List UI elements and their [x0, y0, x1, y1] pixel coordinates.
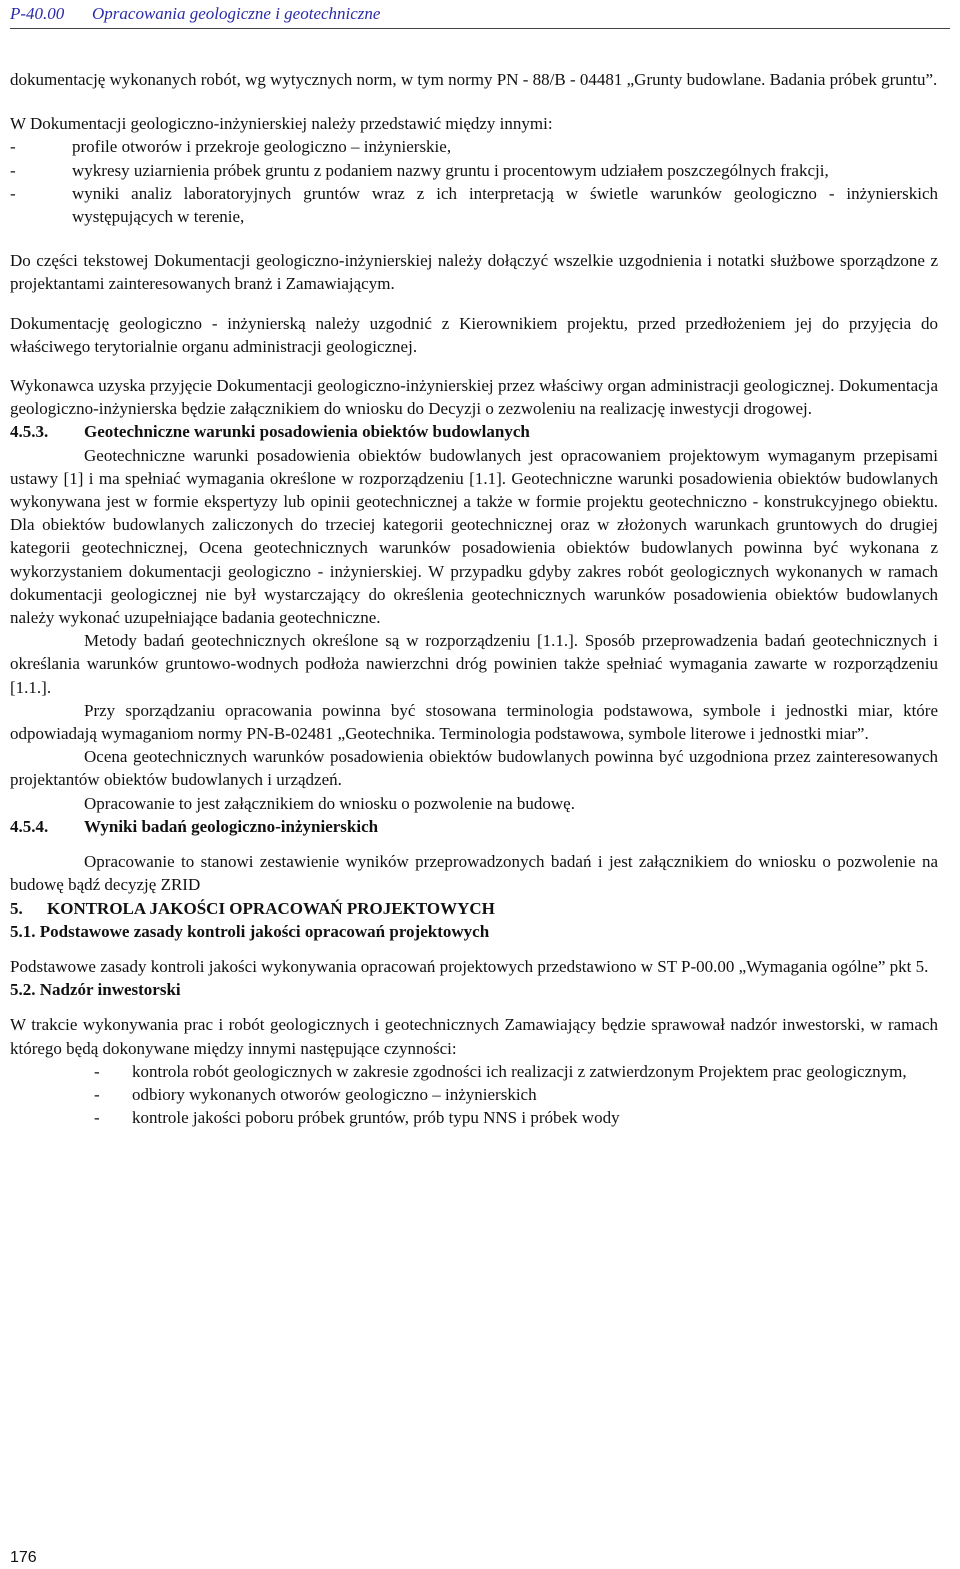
list-item: - odbiory wykonanych otworów geologiczno – inżynierskich — [94, 1084, 537, 1104]
paragraph: Opracowanie to stanowi zestawienie wyników przeprowadzonych badań i jest załącznikiem do wniosku o pozwolenie na budowę bądź decyzję ZRID — [10, 852, 938, 895]
paragraph: W trakcie wykonywania prac i robót geologicznych i geotechnicznych Zamawiający będzie sprawował nadzór inwestorski, w ramach którego będą dokonywane między innymi następujące czynności: — [10, 1015, 938, 1058]
paragraph: Wykonawca uzyska przyjęcie Dokumentacji geologiczno-inżynierskiej przez właściwy organ administracji geologicznej. Dokumentacja geologiczno-inżynierska będzie załącznikiem do wniosku do Decyzji o zezwoleniu na realizację inwestycji drogowej. — [10, 376, 938, 419]
bullet-list — [10, 1060, 938, 1130]
section-heading: 5. KONTROLA JAKOŚCI OPRACOWAŃ PROJEKTOWYCH — [10, 898, 495, 918]
page-header — [10, 0, 950, 29]
paragraph: Dokumentację geologiczno - inżynierską należy uzgodnić z Kierownikiem projektu, przed przedłożeniem jej do przyjęcia do właściwego terytorialnie organu administracji geologicznej. — [10, 313, 938, 356]
paragraph: Ocena geotechnicznych warunków posadowienia obiektów budowlanych powinna być uzgodniona przez zainteresowanych projektantów obiektów budowlanych i urządzeń. — [10, 747, 938, 790]
list-item: - kontrola robót geologicznych w zakresie zgodności ich realizacji z zatwierdzonym Projektem prac geologicznym, — [94, 1061, 907, 1081]
section-heading: 5.2. Nadzór inwestorski — [10, 980, 181, 1000]
page-number: 176 — [10, 1549, 37, 1566]
section-heading: 5.1. Podstawowe zasady kontroli jakości opracowań projektowych — [10, 921, 490, 941]
spec-code: P-40.00 — [10, 4, 65, 23]
list-item: - wykresy uziarnienia próbek gruntu z podaniem nazwy gruntu i procentowym udziałem poszczególnych frakcji, — [10, 160, 829, 180]
paragraph: Metody badań geotechnicznych określone są w rozporządzeniu [1.1.]. Sposób przeprowadzenia badań geotechnicznych i określania warunków gruntowo-wodnych podłoża nawierzchni dróg powinien także spełniać wymagania zawarte w rozporządzeniu [1.1.]. — [10, 631, 938, 697]
paragraph: Przy sporządzaniu opracowania powinna być stosowana terminologia podstawowa, symbole i jednostki miar, które odpowiadają wymaganiom normy PN-B-02481 „Geotechnika. Terminologia podstawowa, symbole literowe i jednostki miar”. — [10, 700, 938, 744]
paragraph: Geotechniczne warunki posadowienia obiektów budowlanych jest opracowaniem projektowym wymaganym przepisami ustawy [1] i ma spełniać wymagania określone w rozporządzeniu [1.1]. Geotechniczne warunki posadowienia obiektów budowlanych wykonywana jest w formie ekspertyzy lub opinii geotechnicznej a także w formie projektu geotechniczno - konstrukcyjnego obiektu. Dla obiektów budowlanych zaliczonych do trzeciej kategorii geotechnicznej oraz w złożonych warunkach gruntowych do drugiej kategorii geotechnicznej, Ocena geotechnicznych warunków posadowienia obiektów budowlanych powinna być wykonana z wykorzystaniem dokumentacji geologiczno - inżynierskiej. W przypadku gdyby zakres robót geologicznych wykonanych w ramach dokumentacji geologicznej nie był wystarczający do określenia geotechnicznych warunków posadowienia obiektów budowlanych należy wykonać uzupełniające badania geotechniczne. — [10, 445, 938, 628]
section-heading: 4.5.4. Wyniki badań geologiczno-inżynierskich — [10, 816, 379, 836]
bullet-list — [10, 135, 938, 228]
document-body — [10, 68, 938, 1129]
paragraph: Do części tekstowej Dokumentacji geologiczno-inżynierskiej należy dołączyć wszelkie uzgodnienia i notatki służbowe sporządzone z projektantami zainteresowanych branż i Zamawiającym. — [10, 251, 938, 294]
paragraph: dokumentację wykonanych robót, wg wytycznych norm, w tym normy PN - 88/B - 04481 „Grunty budowlane. Badania próbek gruntu”. — [10, 70, 938, 89]
section-heading: 4.5.3. Geotechniczne warunki posadowienia obiektów budowlanych — [10, 422, 530, 442]
list-item: - profile otworów i przekroje geologiczno – inżynierskie, — [10, 137, 452, 157]
paragraph: Opracowanie to jest załącznikiem do wniosku o pozwolenie na budowę. — [84, 793, 575, 813]
spec-title: Opracowania geologiczne i geotechniczne — [92, 4, 381, 23]
list-item: - kontrole jakości poboru próbek gruntów, prób typu NNS i próbek wody — [94, 1108, 620, 1128]
paragraph: W Dokumentacji geologiczno-inżynierskiej należy przedstawić między innymi: — [10, 114, 553, 134]
list-item: - wyniki analiz laboratoryjnych gruntów wraz z ich interpretacją w świetle warunków geologiczno - inżynierskich występujących w terenie, — [10, 183, 938, 227]
paragraph: Podstawowe zasady kontroli jakości wykonywania opracowań projektowych przedstawiono w ST P-00.00 „Wymagania ogólne” pkt 5. — [10, 956, 929, 976]
